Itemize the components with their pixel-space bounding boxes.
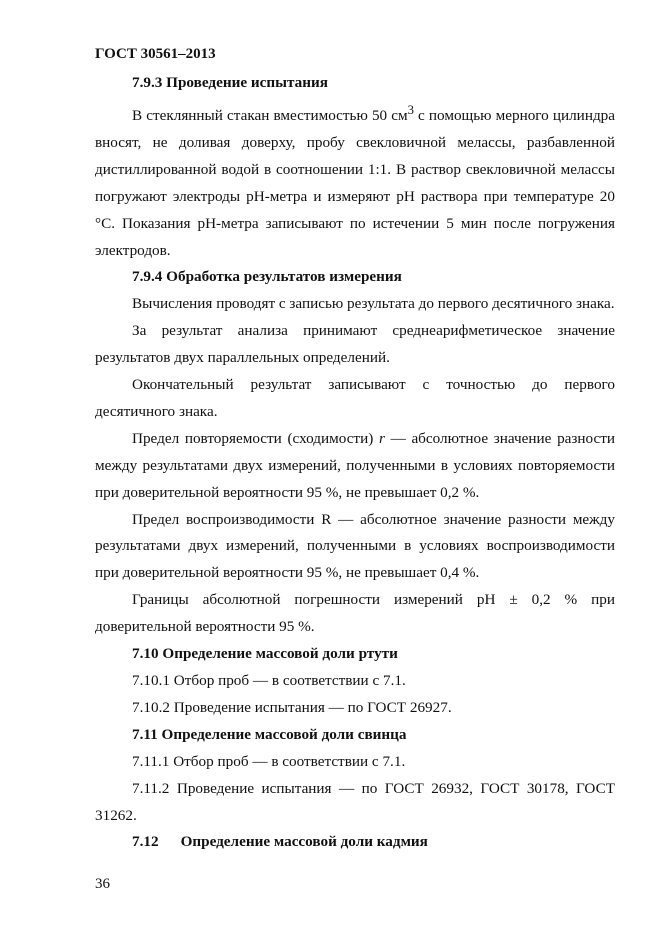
paragraph-text: — абсолютное значение разности между результатами двух измерений, полученными в условиях повторяемости при доверительной вероятности 95 %, не превышает 0,2 %.: [95, 429, 616, 501]
superscript: 3: [407, 102, 414, 117]
paragraph: Окончательный результат записывают с точностью до первого десятичного знака.: [95, 376, 615, 420]
paragraph-reproducibility: Предел воспроизводимости R — абсолютное значение разности между результатами двух измерений, полученными в условиях воспроизводимости при доверительной вероятности 95 %, не превышает 0,4 %.: [95, 510, 615, 582]
paragraph: 7.11.1 Отбор проб — в соответствии с 7.1.: [132, 752, 406, 770]
section-title: Определение массовой доли кадмия: [180, 833, 428, 851]
paragraph: За результат анализа принимают среднеарифметическое значение результатов двух параллельных определений.: [95, 322, 615, 367]
page-number: 36: [95, 876, 110, 892]
paragraph: 7.10.2 Проведение испытания — по ГОСТ 26927.: [132, 698, 452, 716]
document-header: ГОСТ 30561–2013: [95, 46, 216, 62]
paragraph: 7.11.2 Проведение испытания — по ГОСТ 26932, ГОСТ 30178, ГОСТ 31262.: [95, 779, 615, 824]
paragraph-text: В стеклянный стакан вместимостью 50 см: [132, 106, 408, 124]
paragraph-text: Предел повторяемости (сходимости): [132, 429, 379, 447]
section-7-9-4-heading: 7.9.4 Обработка результатов измерения: [132, 268, 402, 286]
section-number: 7.12: [132, 833, 159, 851]
section-7-9-3-heading: 7.9.3 Проведение испытания: [132, 74, 328, 91]
variable-r: r: [378, 429, 385, 447]
paragraph: Вычисления проводят с записью результата до первого десятичного знака.: [132, 295, 615, 313]
document-body: [95, 70, 615, 856]
paragraph: 7.10.1 Отбор проб — в соответствии с 7.1.: [132, 672, 406, 689]
section-7-10-heading: 7.10 Определение массовой доли ртути: [132, 645, 398, 663]
section-7-12-heading: [95, 829, 615, 856]
section-7-11-heading: 7.11 Определение массовой доли свинца: [132, 725, 407, 743]
section-7-9-3-paragraph: [95, 97, 615, 265]
paragraph-text: с помощью мерного цилиндра вносят, не доливая доверху, пробу свекловичной мелассы, разбавленной дистиллированной водой в соотношении 1:1. В раствор свекловичной мелассы погружают электроды рН-метра и измеряют рН раствора при температуре 20 °С. Показания рН-метра записывают по истечении 5 мин после погружения электродов.: [95, 106, 616, 259]
paragraph-error-bounds: Границы абсолютной погрешности измерений рН ± 0,2 % при доверительной вероятности 95 %.: [95, 591, 615, 636]
paragraph-repeatability: [95, 426, 615, 507]
